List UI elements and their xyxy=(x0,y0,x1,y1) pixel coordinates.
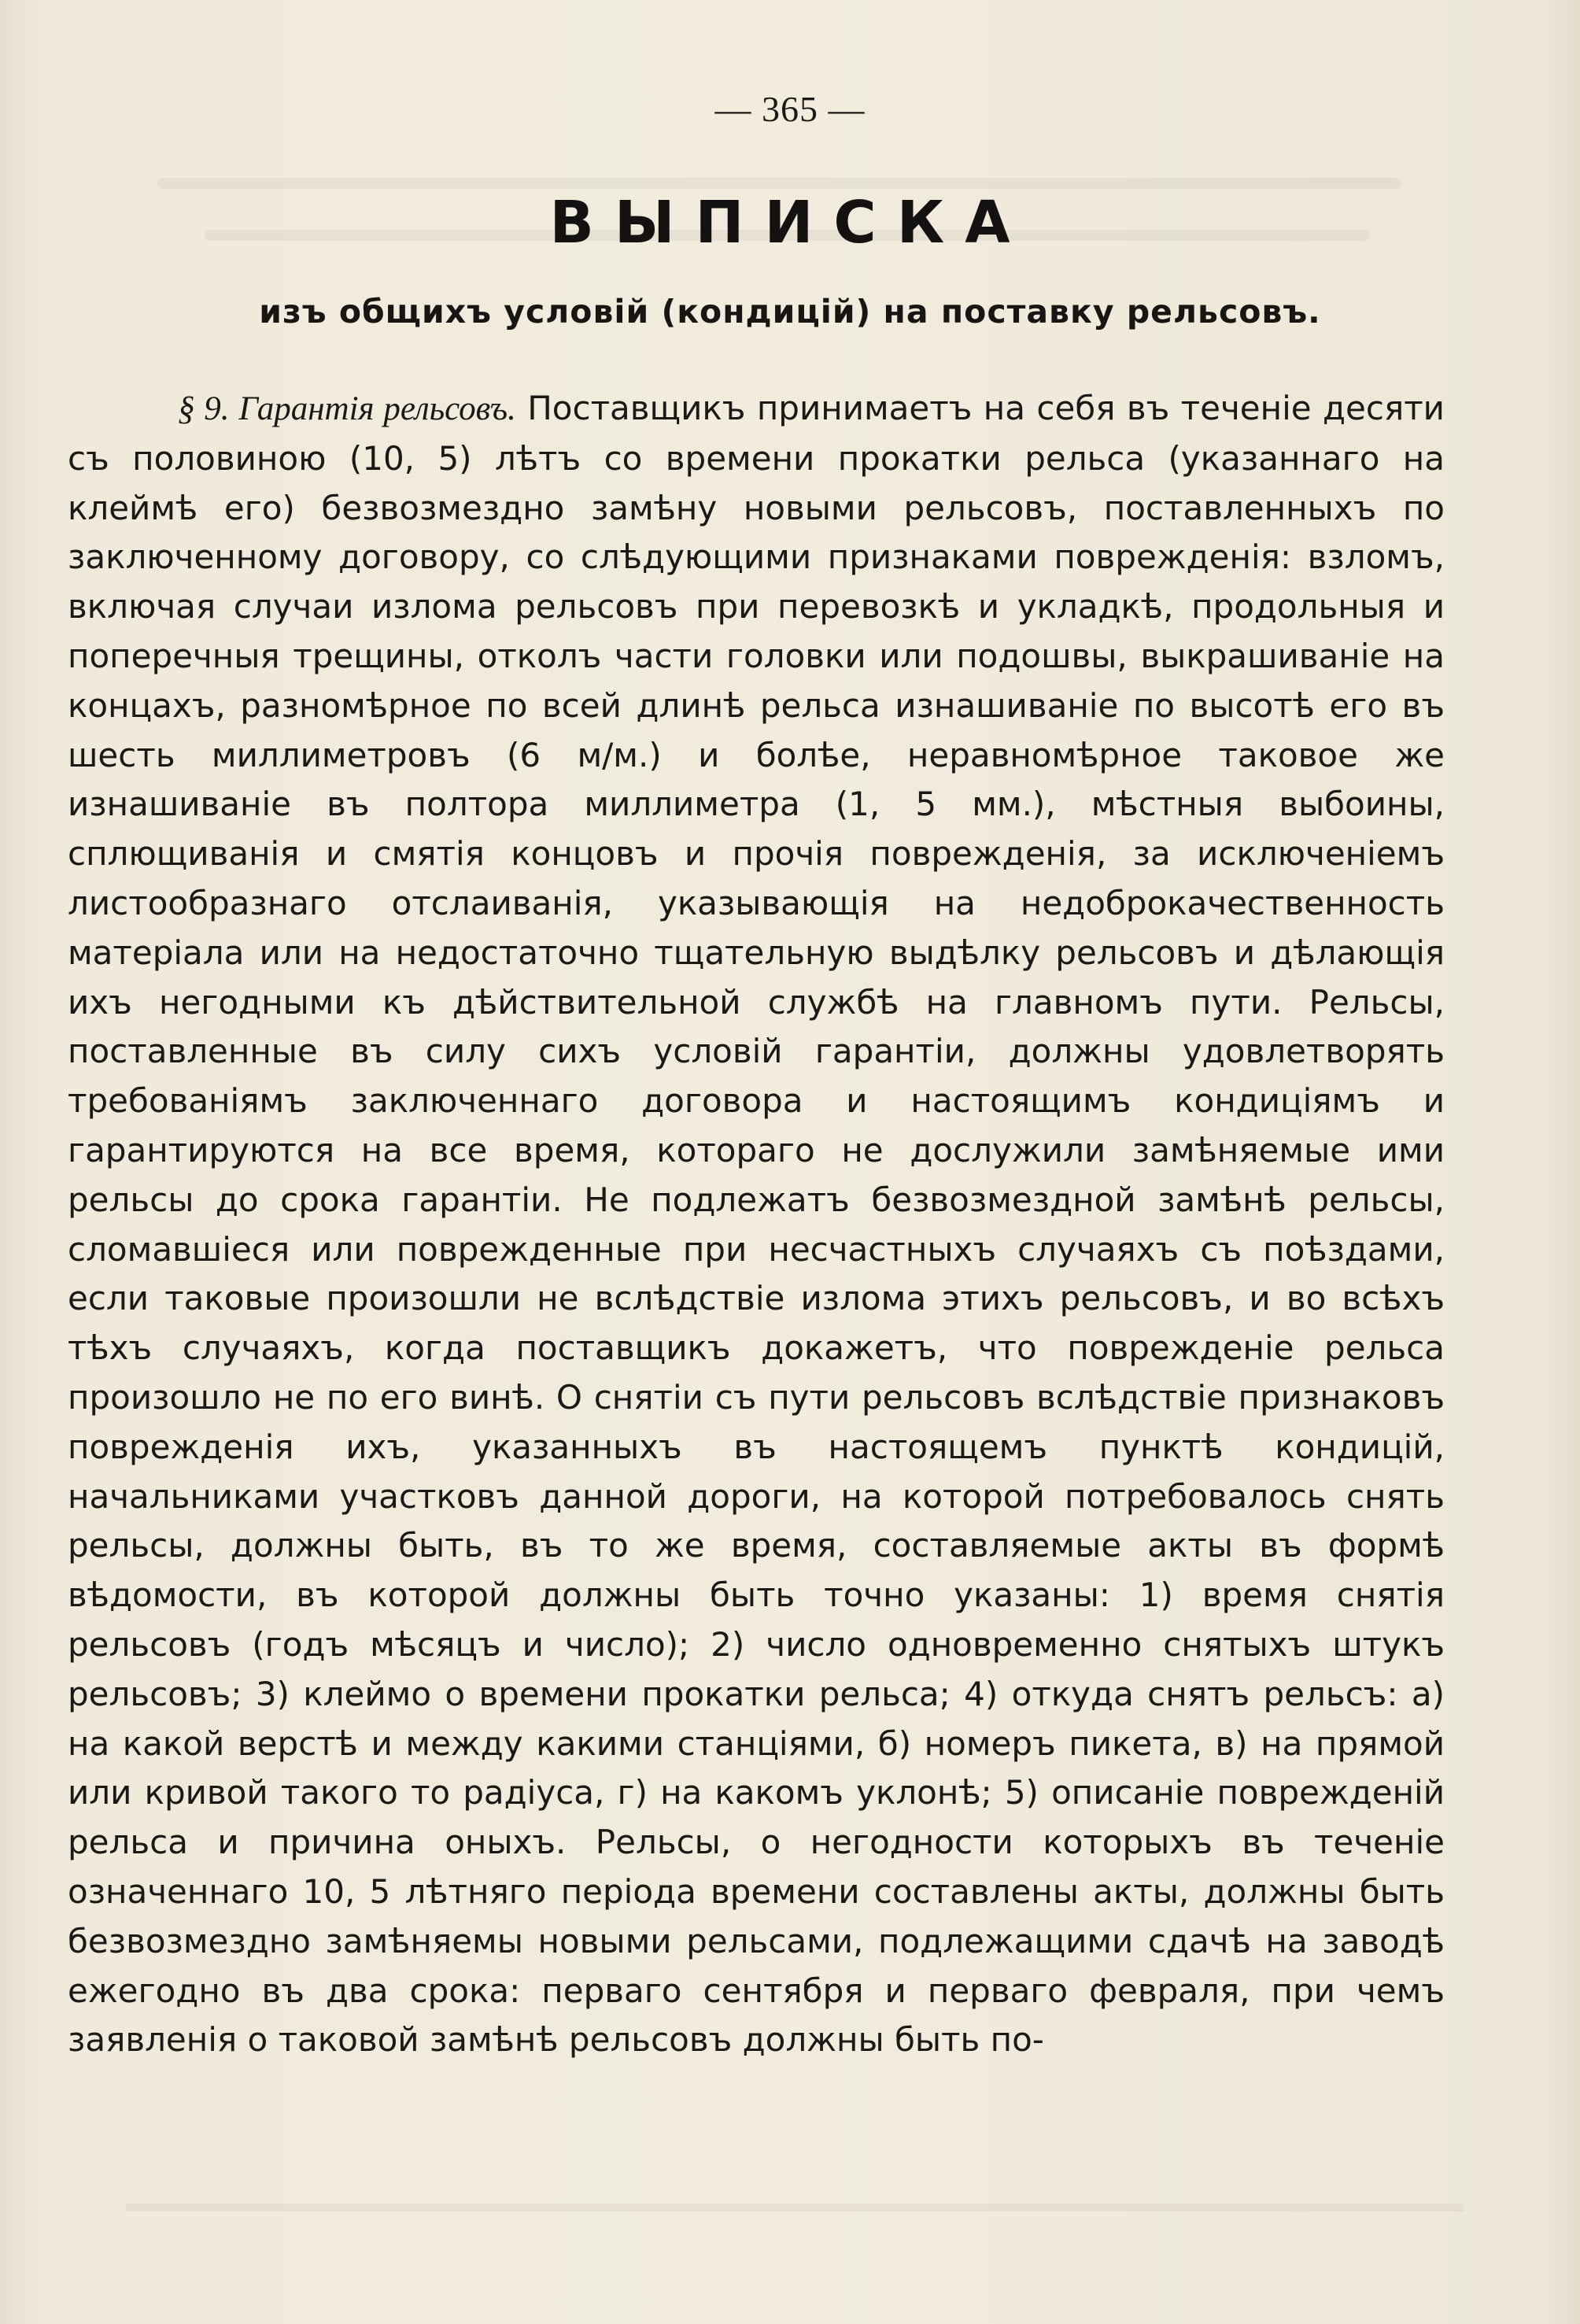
section-paragraph xyxy=(68,384,1445,2186)
section-body-text: Поставщикъ принимаетъ на себя въ теченіе десяти съ половиною (10, 5) лѣтъ со времени прокатки рельса (указаннаго на клеймѣ его) безвозмездно замѣну новыми рельсовъ, поставленныхъ по заключенному договору, со слѣдующими признаками повреждeнія: взломъ, включая случаи излома рельсовъ при перевозкѣ и укладкѣ, продольныя и поперечныя трещины, отколъ части головки или подошвы, выкрашиванiе на концахъ, разномѣрное по всей длинѣ рельса изнашиваніе по высотѣ его въ шесть миллиметровъ (6 м/м.) и болѣе, неравномѣрное таковое же изнашиваніе въ полтора миллиметра (1, 5 мм.), мѣстныя выбоины, сплющиванія и смятія концовъ и прочія поврежденія, за исключеніемъ листообразнаго отслаиванія, указывающія на недоброкачественность матеріала или на недостаточно тщательную выдѣлку рельсовъ и дѣлающія ихъ негодными къ дѣйствительной службѣ на главномъ пути. Рельсы, поставленные въ силу сихъ условій гарантіи, должны удовлетворять требованіямъ заключеннаго договора и настоящимъ кондиціямъ и гарантируются на все время, котораго не дослужили замѣняемые ими рельсы до срока гарантіи. Не подлежатъ безвозмездной замѣнѣ рельсы, сломавшіеся или поврежденные при несчастныхъ случаяхъ съ поѣздами, если таковые произошли не вслѣдствіе излома этихъ рельсовъ, и во всѣхъ тѣхъ случаяхъ, когда поставщикъ докажетъ, что поврежденіе рельса произошло не по его винѣ. О снятіи съ пути рельсовъ вслѣдствіе признаковъ поврежденія ихъ, указанныхъ въ настоящемъ пунктѣ кондицій, начальниками участковъ данной дороги, на которой потребовалось снять рельсы, должны быть, въ то же время, составляемые акты въ формѣ вѣдомости, въ которой должны быть точно указаны: 1) время снятія рельсовъ (годъ мѣсяцъ и число); 2) число одновременно снятыхъ штукъ рельсовъ; 3) клеймо о времени прокатки рельса; 4) откуда снятъ рельсъ: а) на какой верстѣ и между какими станціями, б) номеръ пикета, в) на прямой или кривой такого то радіуса, г) на какомъ уклонѣ; 5) описаніе поврежденій рельса и причина оныхъ. Рельсы, о негодности которыхъ въ теченіе означеннаго 10, 5 лѣтняго періода времени составлены акты, должны быть безвозмездно замѣняемы новыми рельсами, подлежащими сдачѣ на заводѣ ежегодно въ два срока: перваго сентября и перваго февраля, при чемъ заявленія о таковой замѣнѣ рельсовъ должны быть по- xyxy=(68,389,1445,2060)
document-title: ВЫПИСКА xyxy=(549,189,1031,257)
bleed-through-shadow xyxy=(126,2204,1464,2211)
bleed-through-shadow xyxy=(157,178,1401,189)
page-number: — 365 — xyxy=(714,89,866,129)
section-label: § 9. Гарантія рельсовъ. xyxy=(178,390,516,427)
document-subtitle: изъ общихъ условій (кондицій) на поставку рельсовъ. xyxy=(259,293,1321,331)
